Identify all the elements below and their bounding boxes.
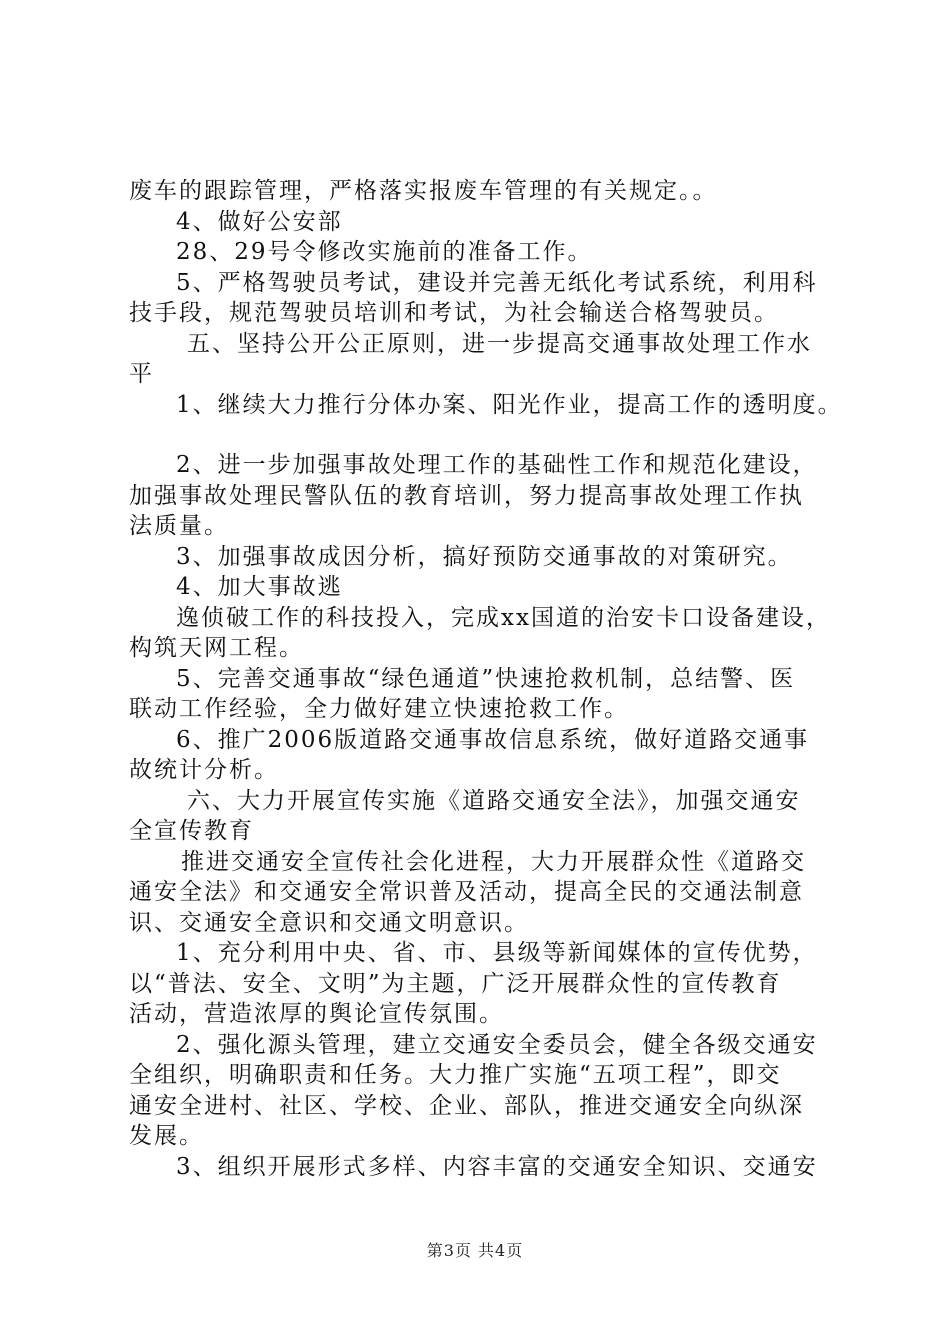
text-line: 识、交通安全意识和交通文明意识。 — [129, 909, 529, 936]
text-line: 六、大力开展宣传实施《道路交通安全法》，加强交通安 — [187, 787, 801, 814]
page-footer: 第3页 共4页 — [426, 1241, 524, 1260]
document-body — [129, 176, 849, 1182]
text-line: 故统计分析。 — [129, 757, 279, 783]
text-line: 通安全法》和交通安全常识普及活动，提高全民的交通法制意 — [129, 879, 804, 905]
text-line: 平 — [129, 361, 154, 387]
text-line: 五、坚持公开公正原则，进一步提高交通事故处理工作水 — [187, 330, 812, 357]
text-line: 逸侦破工作的科技投入，完成xx国道的治安卡口设备建设， — [176, 604, 831, 631]
text-line: 2、强化源头管理，建立交通安全委员会，健全各级交通安 — [176, 1031, 818, 1058]
text-line: 28、29号令修改实施前的准备工作。 — [176, 239, 593, 265]
text-line: 通安全进村、社区、学校、企业、部队，推进交通安全向纵深 — [129, 1092, 804, 1119]
text-line: 全组织，明确职责和任务。大力推广实施“五项工程”，即交 — [129, 1062, 782, 1088]
text-line: 活动，营造浓厚的舆论宣传氛围。 — [129, 1001, 504, 1027]
text-line: 1、继续大力推行分体办案、阳光作业，提高工作的透明度。 — [176, 391, 843, 418]
text-line: 技手段，规范驾驶员培训和考试，为社会输送合格驾驶员。 — [129, 300, 779, 326]
text-line: 构筑天网工程。 — [129, 635, 304, 661]
text-line: 废车的跟踪管理，严格落实报废车管理的有关规定。。 — [129, 178, 718, 204]
text-line: 全宣传教育 — [129, 818, 254, 844]
text-line: 6、推广2006版道路交通事故信息系统，做好道路交通事 — [176, 726, 810, 753]
text-line: 2、进一步加强事故处理工作的基础性工作和规范化建设， — [176, 452, 818, 478]
text-line: 1、充分利用中央、省、市、县级等新闻媒体的宣传优势， — [176, 940, 818, 966]
text-line: 5、完善交通事故“绿色通道”快速抢救机制，总结警、医 — [176, 665, 796, 692]
text-line: 4、加大事故逃 — [176, 574, 343, 600]
text-line: 以“普法、安全、文明”为主题，广泛开展群众性的宣传教育 — [129, 970, 782, 997]
text-line: 3、加强事故成因分析，搞好预防交通事故的对策研究。 — [176, 543, 793, 570]
text-line: 联动工作经验，全力做好建立快速抢救工作。 — [129, 696, 629, 722]
text-line: 法质量。 — [129, 513, 229, 539]
text-line: 加强事故处理民警队伍的教育培训，努力提高事故处理工作执 — [129, 482, 804, 509]
text-line: 4、做好公安部 — [176, 208, 343, 235]
paragraph-gap — [129, 420, 849, 450]
text-line: 发展。 — [129, 1123, 204, 1149]
text-line: 3、组织开展形式多样、内容丰富的交通安全知识、交通安 — [176, 1153, 818, 1180]
text-line: 推进交通安全宣传社会化进程，大力开展群众性《道路交 — [181, 848, 806, 875]
text-line: 5、严格驾驶员考试，建设并完善无纸化考试系统，利用科 — [176, 269, 818, 296]
